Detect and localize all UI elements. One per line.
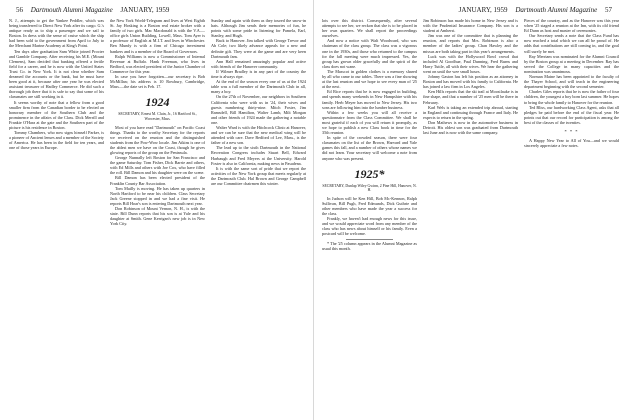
right-running-header <box>453 6 618 14</box>
right-column-2 <box>423 18 518 414</box>
text-paragraph: In Judson will be Ken Hill, Bob Mc-Kennon, Ralph Sullivan, Bill Pugh, Fred Edmunds, Dick Guthrie and other members who have made the year a success for the class. <box>322 195 417 217</box>
text-paragraph: The lead up to the sixth Dartmouth in the National Recreation Congress includes Stuart Bell, Edward Harbaugh and Fred Meyers at the University. Harold Foster is also in California, making news in Pasadena. <box>211 145 306 166</box>
right-running-title: Dartmouth Alumni Magazine <box>515 6 598 14</box>
text-paragraph: Ray Merriam was nominated for the Alumni Council by the Boston group at a meeting in December. Ray has served the College in many capacities and the nomination was unanimous. <box>524 53 619 74</box>
text-paragraph: Charles Giles reports that he is now the father of four children, the youngest a boy born last summer. He hopes to bring the whole family to Hanover for the reunion. <box>524 89 619 105</box>
text-paragraph: It seems worthy of note that a fellow from a good smaller firm from the Canadian border to be elected an honorary member of the Southern Club and the prominence in the affairs of the Class. Dick Merrill and Frankie O'Hara at the gate and the Southern part of the picture is his residence in Boston. <box>9 99 104 130</box>
closing-greeting: A Happy New Year to All of You—and we would sincerely appreciate a few notes. <box>524 137 619 149</box>
text-paragraph: George Nunnally left Boston for San Francisco and the game Saturday. Tom Fisher, Dick Barrie and others, with Ed Mills and others with Joe Cox, who have filled the roll. Bill Damon and his daughter were on the scene. <box>110 155 205 176</box>
text-paragraph: lots over this district. Consequently, after several attempts to see her, we reckon that she is to be placed in her own quarters. We shall report the proceedings ourselves. <box>322 18 417 39</box>
text-paragraph: Ten days after graduation Sam White joined Procter and Gamble Company. After receiving his M.E. (Mount Clemens), Sam decided that banking offered a fertile field for a career, and he is now with the United States Trust Co. in New York. It is not clear whether Sam dreamed the accounts or the bank, but he must have been good at it, because after one year he was elected assistant treasurer of Hadley Commerce. He did such a thorough job there that it is safe to say that some of his classmates are still working in it. <box>9 48 104 100</box>
text-paragraph: the New York World-Telegram and lives at West Eighth St. Jay Hosking is a Boston real estate broker with a family of two girls. Mac Macdonald is with the V.A.—office girls Union Building, Lowell, Mass. Tom Ayer is a professor of English at M.I.T. and lives in Winchester. Ben Mundy is with a firm of Chicago investment bankers and is a member of the Board of Governors. <box>110 18 205 54</box>
text-paragraph: If Wilmer Bradley is in any part of the country the time is always ripe. <box>211 68 306 80</box>
text-paragraph: Luck was with the Hollywood Bowl crowd that included Al Goodhue, Paul Dunning, Fred Burns and Harry Tuttle, all with their wives. We hear the gathering went on until the wee small hours. <box>423 53 518 74</box>
text-paragraph: Sunday and again with them as they toured the snow-in hats. Although Jim sends their memories of fun, he points with some pride in listening for Pamela, Earl, Stanley, and Hugh. <box>211 18 306 39</box>
text-paragraph: On the 27th of November, our neighbors in Southern California who were with us in '24, their wives and guests numbering thirty-nine. Mitch Foster, Jim Ramsdell, Bill Hamilton, Walter Lamb, Milt Morgan and other friends of 1924 made the gathering a notable one. <box>211 94 306 125</box>
text-paragraph: Ralph Williams is now a Commissioner of Internal Revenue at Buffalo. Hank Freeman, who lives in Bedford, was elected president of the Junior Chamber of Commerce for this year. <box>110 53 205 74</box>
text-paragraph: Karl Wels is taking an extended trip abroad, starting in England and continuing through France and Italy. He expects to return in the spring. <box>423 104 518 120</box>
text-paragraph: In case you have forgotten—our secretary is Bob McMillan; his address is 10 Rowbury, Cambridge, Mass.—the date set is Feb. 17. <box>110 74 205 90</box>
text-paragraph: Johnny Gaston has left his position as an attorney in Boston and has moved with his family to California. He has joined a law firm in Los Angeles. <box>423 74 518 90</box>
text-paragraph: Frankly, we haven't had enough news for this issue, and we would appreciate word from any member of the class who has news about himself or his family. Even a postcard will be welcome. <box>322 216 417 237</box>
text-paragraph: N. J., attempts to get the Yankee Peddler, which was being transferred to Direct New York after its cargo. G.'s antique ready as to ship a passenger and we sail to Boston. In dress with the sense of cruise which the ship had been sold to the government from April to July to the Merchant Marine Academy at King's Point. <box>9 18 104 49</box>
text-paragraph: Our Secretary sends a note that the Class Fund has now reached a total which we can all be proud of. He adds that contributions are still coming in, and the goal will surely be met. <box>524 33 619 54</box>
right-page <box>314 0 628 420</box>
text-paragraph: The Masscot in golden clothes is a memory shared by all who came to our tables. There was a fine showing at the last reunion and we hope to see every man of '25 at the next. <box>322 68 417 90</box>
right-running-date: JANUARY, 1959 <box>458 6 508 14</box>
text-paragraph: Ed Rice reports that he is now engaged in building, and spends many weekends in New Hampshire with his family. Herb Meyer has moved to New Jersey. His two sons are following him into the lumber business. <box>322 89 417 110</box>
text-paragraph: Tom Mailly is moving. He has taken up quarters in North Hartford to be near his children. Class Secretary Jack Greene stopped in and we had a fine visit. He reports Bill Hoar's son is entering Dartmouth next year. <box>110 185 205 206</box>
text-paragraph: Walter Ward is with the Hitchcock Clinic at Hanover, and we can be sure that the new medical wing will be attended with care. Dave Bedford of Lee, Mass., is the father of a new son. <box>211 124 306 146</box>
text-paragraph: Don Robinson of Mount Vernon, N. H., is with the state. Bill Dunn reports that his son is at Yale and his daughter at Smith. Gene Kerrigan's new job is in New York City. <box>110 206 205 227</box>
footnote: * The '25 column appears in the Alumni Magazine as usual this month. <box>322 241 417 252</box>
left-page-number: 56 <box>16 6 23 14</box>
class-year-heading-1925: 1925* <box>354 166 385 181</box>
class-secretary-line: SECRETARY, Ernest M. Cluin, Jr., 16 Hartford St., Worcester, Mass. <box>118 112 197 121</box>
text-paragraph: Ted Bliss, our hardworking Class Agent, asks that all pledges be paid before the end of the fiscal year. He points out that our record for participation is among the best of the classes of the twenties. <box>524 104 619 125</box>
footnote-rule <box>346 239 393 240</box>
section-separator: * * * <box>564 128 579 134</box>
text-paragraph: Ann Hall remained amazingly popular and active with friends of the Hanover community. <box>211 58 306 69</box>
text-paragraph: Norman Maine has been appointed to the faculty of the Thayer School, and will teach in the engineering department beginning with the second semester. <box>524 74 619 90</box>
text-paragraph: Jim was one of the committee that is planning the reunion, and reports that Mrs. Robinson is also a member of the ladies' group. Chan Hawley and the missus are both taking part in this year's arrangements. <box>423 33 518 54</box>
right-page-number: 57 <box>605 6 612 14</box>
text-paragraph: Tommy Chambers, who now signs himself Parker, is a pioneer of Ancient lenses and a member of the Society of America. He has been in the field for ten years, and one of those years in Europe. <box>9 130 104 151</box>
text-paragraph: Back to Hanover. Jim talked with George Trevor and Ab Cole; two likely advance appeals for a new and definite gift. They were at the game and are very keen Dartmouth fans. <box>211 38 306 59</box>
text-paragraph: In spite of the crowded season, there were four classmates on the list of the Brown, Harvard and Yale games this fall, and a number of others whose names we did not learn. Your secretary will welcome a note from anyone who was present. <box>322 135 417 161</box>
left-running-title: Dartmouth Alumni Magazine <box>30 6 113 14</box>
text-paragraph: Pieces of the country, and as the Hanover was this year when '25 staged a reunion at the Inn, with its old friend Ed Dunn as host and master of ceremonies. <box>524 18 619 34</box>
text-paragraph: It is with the same sort of pride that we report the activities of the New York group that meets regularly at the Dartmouth Club. Hal Brown and George Campbell are our Committee chairmen this winter. <box>211 165 306 186</box>
class-secretary-line: SECRETARY, Dunlap Wiley Gwinn, 2 Pine Hill, Hanover, N. H. <box>322 183 417 193</box>
left-running-header <box>10 6 175 14</box>
text-paragraph: Most of you have read "Dartmouth" on Pacific Coast things. Thanks to the worthy Secretary for the reports we received on the reunion and the distinguished students from the Pow-Wow locale. Jim Atkins is one of the ablest men we have on the Coast, though he gives glowing reports of the group on the Peninsula. <box>110 124 205 155</box>
left-running-date: JANUARY, 1959 <box>120 6 170 14</box>
text-paragraph: Don Mathews is now in the automotive business in Detroit. His oldest son was graduated from Dartmouth last June and is now with the same company. <box>423 119 518 136</box>
left-column-2 <box>110 18 205 414</box>
left-column-1 <box>9 18 104 414</box>
text-paragraph: At the end of the season every one of us at the 1924 table was a full member of the Dartmouth Club in all, many a boy. <box>211 79 306 95</box>
text-paragraph: Bill Damon has been elected president of the Franklin County Bar Association. <box>110 175 205 186</box>
text-paragraph: Ken Hills reports that the ski trail at Moosilauke is in fine shape, and that a number of '25 men will be there in February. <box>423 89 518 105</box>
text-paragraph: Jim Robinson has made his home in New Jersey and is with the Prudential Insurance Company. His son is a student at Amherst. <box>423 18 518 34</box>
right-column-1 <box>322 18 417 414</box>
text-paragraph: And now a notice with Walt Woodward, who was chairman of the class group. The class was a vigorous one in the 1930s, and those who returned to the campus for the fall meeting were much impressed. Yes, the group has grown older gracefully and the spirit of the class does not wane. <box>322 38 417 69</box>
left-column-3 <box>211 18 306 414</box>
text-paragraph: Within a few weeks you will all receive a questionnaire from the Class Committee. We shall be most grateful if each of you will return it promptly, as we hope to publish a new Class book in time for the 35th reunion. <box>322 109 417 136</box>
class-year-heading-1924: 1924 <box>145 95 170 110</box>
right-column-3 <box>524 18 619 414</box>
